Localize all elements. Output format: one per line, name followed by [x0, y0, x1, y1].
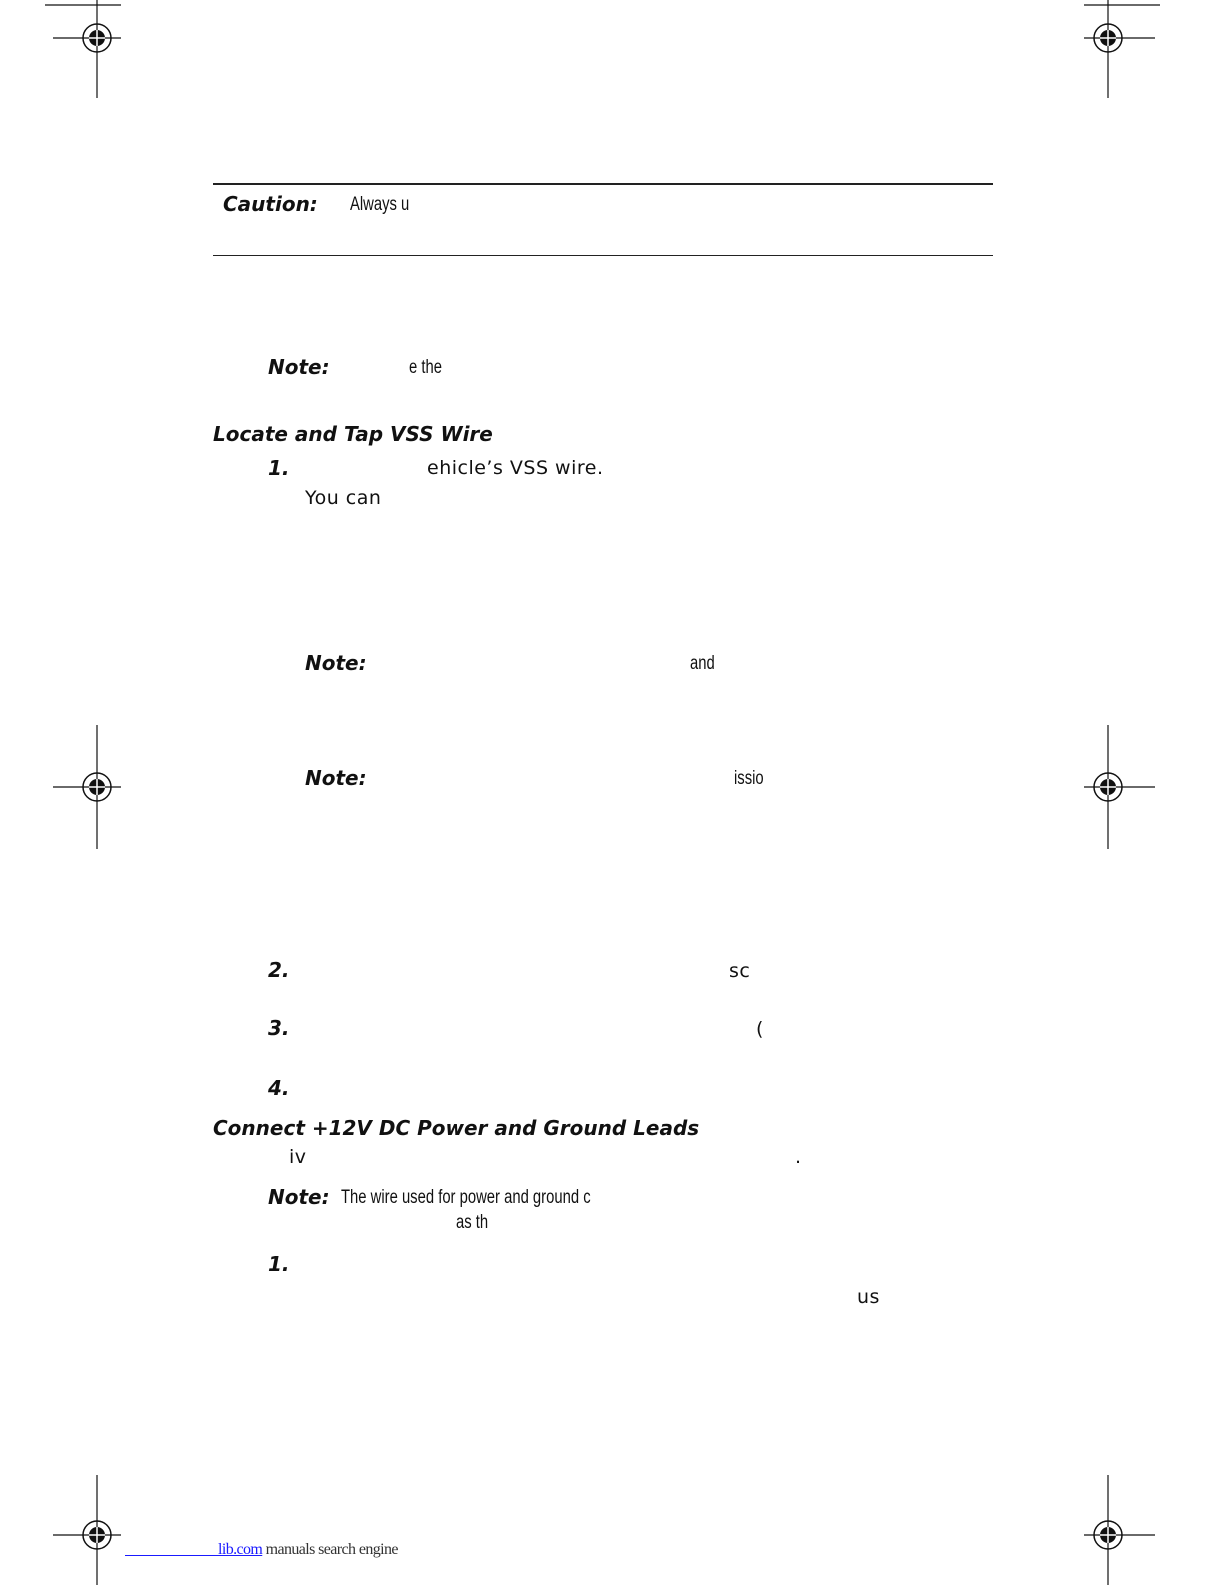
vss-step3-text: ( [756, 1018, 764, 1040]
vss-step1-subtext: You can [305, 487, 382, 509]
caution-text: Always u [350, 194, 410, 215]
vss-note-b-label: Note: [305, 766, 367, 790]
registration-mark-bottom-right [1075, 1475, 1180, 1585]
power-note-line1: The wire used for power and ground c [341, 1187, 591, 1208]
vss-note-a-label: Note: [305, 651, 367, 675]
power-step1-number: 1. [268, 1252, 290, 1276]
registration-mark-middle-left [45, 725, 150, 850]
power-intro-b: . [795, 1146, 802, 1168]
vss-note-b-text: issio [734, 768, 764, 789]
registration-mark-top-left [45, 0, 150, 105]
power-step1-text: us [857, 1286, 880, 1308]
registration-mark-middle-right [1075, 725, 1180, 850]
vss-step1-text: ehicle’s VSS wire. [427, 457, 604, 479]
power-note-label: Note: [268, 1185, 330, 1209]
caution-bottom-rule [213, 255, 993, 256]
registration-mark-bottom-left [45, 1475, 150, 1585]
caution-label: Caution: [223, 192, 318, 216]
caution-top-rule [213, 183, 993, 185]
footer-link-underline [125, 1555, 218, 1556]
section-heading-power: Connect +12V DC Power and Ground Leads [213, 1116, 700, 1140]
vss-step2-number: 2. [268, 958, 290, 982]
note-top-label: Note: [268, 355, 330, 379]
vss-step1-number: 1. [268, 456, 290, 480]
registration-mark-top-right [1075, 0, 1180, 105]
footer [218, 1542, 398, 1558]
power-note-line2: as th [456, 1212, 489, 1233]
vss-note-a-text: and [690, 653, 715, 674]
vss-step3-number: 3. [268, 1016, 290, 1040]
section-heading-vss: Locate and Tap VSS Wire [213, 422, 493, 446]
footer-tagline: manuals search engine [262, 1541, 398, 1558]
power-intro-a: iv [289, 1146, 307, 1168]
vss-step4-number: 4. [268, 1076, 290, 1100]
note-top-text: e the [409, 357, 442, 378]
footer-link[interactable]: lib.com [218, 1541, 263, 1558]
vss-step2-text: sc [729, 960, 751, 982]
